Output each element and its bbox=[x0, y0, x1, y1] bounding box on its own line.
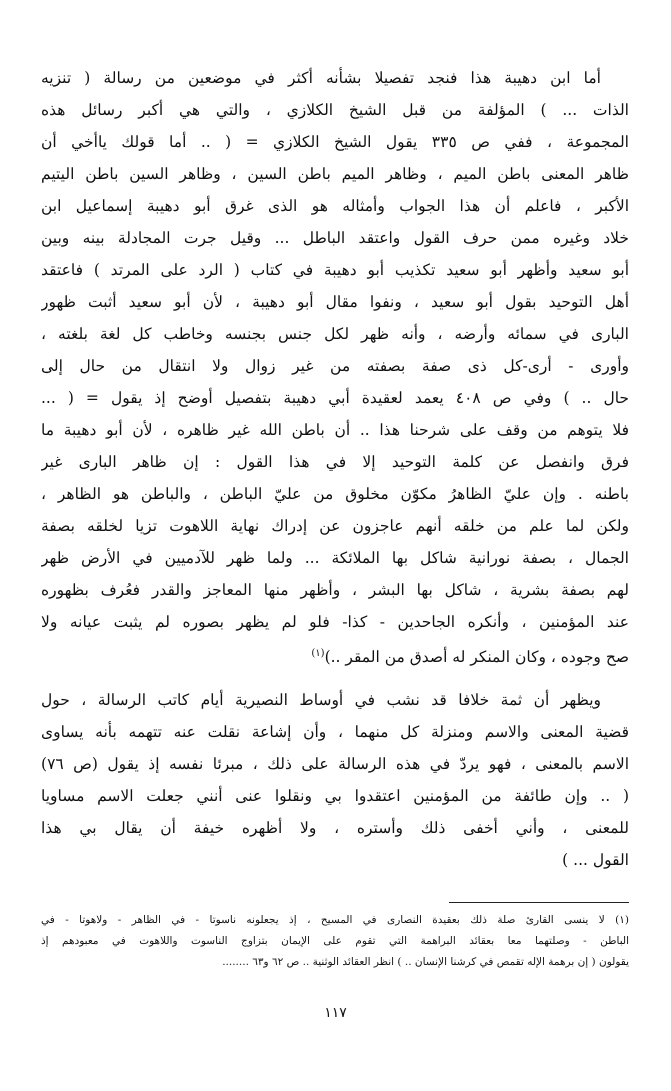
text-line: الجمال ، بصفة نورانية شاكل بها الملائكة ... ولما ظهر للآدميين في الأرض ظهر bbox=[41, 549, 629, 567]
text-line: صح وجوده ، وكان المنكر له أصدق من المقر ..) bbox=[324, 648, 629, 667]
text-line: حال .. ) وفي ص ٤٠٨ يعمد لعقيدة أبي دهيبة بتفصيل أوضح إذ يقول = ( ... bbox=[41, 389, 629, 407]
page-number: ١١٧ bbox=[324, 1005, 347, 1021]
footnote-divider bbox=[449, 902, 629, 903]
paragraph-2 bbox=[41, 684, 629, 876]
text-line: المجموعة ، ففي ص ٣٣٥ يقول الشيخ الكلازي = ( .. أما قولك ياأخي أن bbox=[41, 133, 629, 151]
text-line: وأورى - أرى-كل ذى صفة بصفته من غير زوال ولا انتقال من حال إلى bbox=[41, 357, 629, 375]
text-line: ( .. وإن طائفة من المؤمنين اعتقدوا بي ونقلوا عنى أنني جعلت الاسم مساويا bbox=[41, 787, 629, 805]
text-line: البارى في سمائه وأرضه ، وأنه ظهر لكل جنس بجنسه وخاطب كل لغة بلغته ، bbox=[41, 325, 629, 343]
text-line: عند المؤمنين ، وأنكره الجاحدين - كذا- فلو لم يظهر بصوره لم يثبت عيانه ولا bbox=[41, 613, 629, 631]
text-line: لهم بصفة بشرية ، شاكل بها البشر ، وأظهر منها المعاجز والقدر فعُرف بظهوره bbox=[41, 581, 629, 599]
footnotes bbox=[41, 910, 629, 973]
main-text bbox=[41, 62, 629, 876]
text-line: ولكن لما علم من خلقه أنهم عاجزون عن إدراك نهاية اللاهوت تزيا لخلقه بصفة bbox=[41, 517, 629, 535]
text-line: فلا يتوهم من وقف على شرحنا هذا .. أن باطن الله غير ظاهره ، لأن أبو دهيبة ما bbox=[41, 421, 629, 439]
text-line: باطنه . وإن عليّ الظاهرُ مكوّن مخلوق من عليّ الباطن ، والباطن هو الظاهر ، bbox=[41, 485, 629, 503]
footnote-line: يقولون ( إن برهمة الإله تقمص في كرشنا الإنسان .. ) انظر العقائد الوثنية .. ص ٦٢ و٦٣ ........ bbox=[222, 956, 629, 968]
footnote-reference[interactable]: (١) bbox=[311, 648, 325, 659]
text-line-last bbox=[41, 638, 629, 670]
text-line: القول ... ) bbox=[562, 851, 629, 869]
text-line: فرق وانفصل عن كلمة التوحيد إلا في هذا القول : إن ظاهر البارى غير bbox=[41, 453, 629, 471]
text-line: للمعنى ، وأني أخفى ذلك وأستره ، ولا أظهره خيفة أن يقال بي هذا bbox=[41, 819, 629, 837]
paragraph-1 bbox=[41, 62, 629, 670]
text-line: ظاهر المعنى باطن الميم ، وظاهر الميم باطن السين ، وظاهر السين باطن اليتيم bbox=[41, 165, 629, 183]
footnote-line: (١) لا ينسى القارئ صلة ذلك بعقيدة النصارى في المسيح ، إذ يجعلونه ناسوتا - في الظاهر - ولاهوتا - في bbox=[41, 914, 629, 926]
text-line: قضية المعنى والاسم ومنزلة كل منهما ، وأن إشاعة نقلت عنه تتهمه بأنه يساوى bbox=[41, 723, 629, 741]
text-line: خلاد وغيره ممن حرف القول واعتقد الباطل ... وقيل جرت المجادلة بينه وبين bbox=[41, 229, 629, 247]
text-line: أهل التوحيد بقول أبو سعيد ، ونفوا مقال أبو دهيبة ، لأن أبو سعيد أثبت ظهور bbox=[41, 293, 629, 311]
text-line: الاسم بالمعنى ، فهو يردّ في هذه الرسالة على ذلك ، مبرئا نفسه إذ يقول (ص ٧٦) bbox=[41, 755, 629, 773]
text-line: الذات ... ) المؤلفة من قبل الشيخ الكلازي ، والتي هي أكبر رسائل هذه bbox=[41, 101, 629, 119]
paragraph-gap bbox=[41, 670, 629, 684]
footnote-line: الباطن - وصلتهما معا بعقائد البراهمة التي تقوم على الإيمان بتزاوج الناسوت واللاهوت في معبودهم إذ bbox=[41, 935, 629, 947]
text-line: أما ابن دهيبة هذا فنجد تفصيلا بشأنه أكثر في موضعين من رسالة ( تنزيه bbox=[41, 69, 601, 87]
text-line: أبو سعيد وأظهر أبو سعيد تكذيب أبو دهيبة في كتاب ( الرد على المرتد ) فاعتقد bbox=[41, 261, 629, 279]
text-line: الأكبر ، فاعلم أن هذا الجواب وأمثاله هو الذى غرق أبو دهيبة إسماعيل ابن bbox=[41, 197, 629, 215]
text-line: ويظهر أن ثمة خلافا قد نشب في أوساط النصيرية أيام كاتب الرسالة ، حول bbox=[41, 691, 601, 709]
